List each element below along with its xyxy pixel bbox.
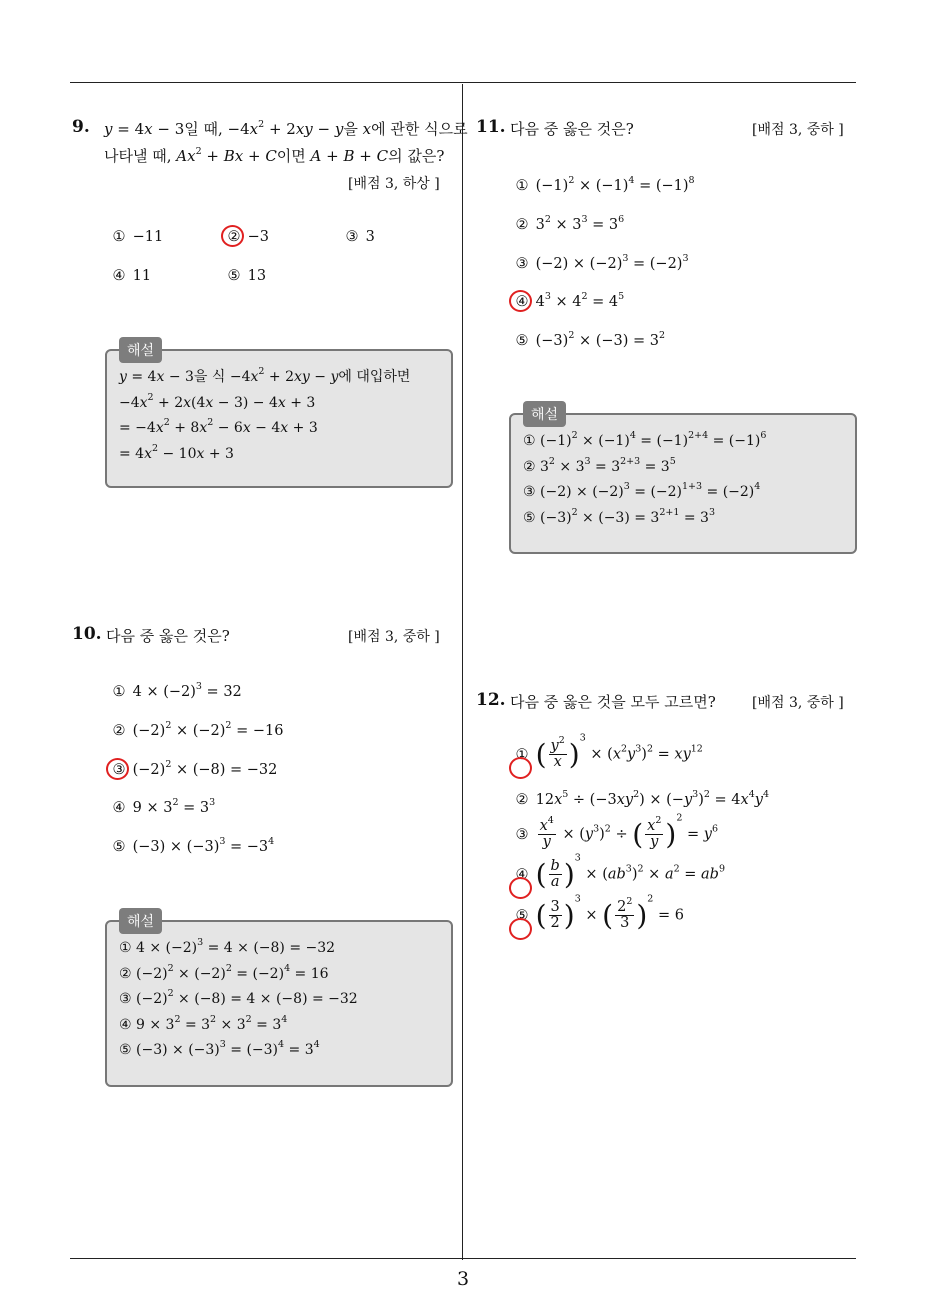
column-divider bbox=[462, 84, 463, 1260]
q10-solution-line: ① $4 \times (-2)^3 = 4 \times (-8) = -32$ bbox=[119, 937, 336, 956]
q10-solution-line: ⑤ $(-3) \times (-3)^3 = (-3)^4 = 3^4$ bbox=[119, 1039, 320, 1058]
q9-solution-line: = $4x^2 - 10x + 3$ bbox=[119, 442, 234, 462]
q11-number: 11. bbox=[476, 117, 506, 137]
q11-option-2[interactable]: ② $3^2 \times 3^3 = 3^6$ bbox=[515, 214, 625, 233]
q10-solution-line: ④ $9 \times 3^2 = 3^2 \times 3^2 = 3^4$ bbox=[119, 1013, 288, 1033]
q12-number: 12. bbox=[476, 690, 506, 710]
q9-solution-line: $-4x^2 + 2x(4x - 3) - 4x + 3$ bbox=[119, 391, 316, 411]
q10-option-5[interactable]: ⑤ $(-3) \times (-3)^3 = -3^4$ bbox=[112, 836, 275, 855]
q9-meta: [배점 3, 하상 ] bbox=[348, 176, 440, 192]
answer-circle-mark bbox=[509, 877, 532, 899]
q12-option-5[interactable]: ⑤ ( $\frac{3}{2}$ )$^3$ × ( $\frac{2^2}{3}$ )$^2$ = 6 bbox=[513, 899, 684, 932]
q10-option-2[interactable]: ② $(-2)^2 \times (-2)^2 = -16$ bbox=[112, 720, 284, 739]
q11-option-3[interactable]: ③ $(-2) \times (-2)^3 = (-2)^3$ bbox=[515, 253, 689, 272]
q11-solution-line: ① $(-1)^2 \times (-1)^4 = (-1)^{2+4} = (-1)^6$ bbox=[523, 430, 767, 449]
q12-text: 다음 중 옳은 것을 모두 고르면? bbox=[510, 693, 716, 711]
answer-circle-mark bbox=[509, 290, 532, 312]
q9-option-5[interactable]: ⑤ 13 bbox=[227, 268, 267, 284]
q9-option-3[interactable]: ③ 3 bbox=[345, 229, 375, 245]
q9-option-2[interactable]: ② −3 bbox=[225, 229, 269, 245]
q10-meta: [배점 3, 중하 ] bbox=[348, 629, 440, 645]
q11-option-5[interactable]: ⑤ $(-3)^2 \times (-3) = 3^2$ bbox=[515, 330, 666, 349]
q9-line1: y = 4x − 3일 때, $-4x^2 + 2xy - y$을 x에 관한 식으로 bbox=[104, 119, 468, 138]
q9-solution-line: y = 4x − 3을 식 $-4x^2 + 2xy - y$에 대입하면 bbox=[119, 366, 411, 385]
q9-solution-line: = $-4x^2 + 8x^2 - 6x - 4x + 3$ bbox=[119, 417, 318, 436]
q10-option-3[interactable]: ③ $(-2)^2 \times (-8) = -32$ bbox=[110, 762, 277, 778]
q10-solution-box bbox=[105, 914, 453, 1087]
q12-option-2[interactable]: ② $12x^5 \div (-3xy^2) \times (-y^3)^2 = 4x^4y^4$ bbox=[515, 789, 770, 808]
q11-solution-line: ③ $(-2) \times (-2)^3 = (-2)^{1+3} = (-2)^4$ bbox=[523, 481, 761, 500]
q9-number: 9. bbox=[72, 117, 90, 137]
q10-solution-line: ② $(-2)^2 \times (-2)^2 = (-2)^4 = 16$ bbox=[119, 962, 329, 982]
q10-number: 10. bbox=[72, 624, 102, 644]
solution-tag: 해설 bbox=[119, 337, 162, 363]
top-rule bbox=[70, 82, 856, 83]
q11-solution-line: ② $3^2 \times 3^3 = 3^{2+3} = 3^5$ bbox=[523, 455, 676, 475]
q11-solution-box bbox=[509, 407, 857, 554]
solution-tag: 해설 bbox=[119, 908, 162, 934]
answer-circle-mark bbox=[221, 225, 244, 247]
q10-solution-line: ③ $(-2)^2 \times (-8) = 4 \times (-8) = -32$ bbox=[119, 988, 358, 1007]
q9-option-4[interactable]: ④ 11 bbox=[112, 268, 152, 284]
q11-option-1[interactable]: ① $(-1)^2 \times (-1)^4 = (-1)^8$ bbox=[515, 175, 695, 194]
q11-text: 다음 중 옳은 것은? bbox=[510, 120, 634, 138]
q12-meta: [배점 3, 중하 ] bbox=[752, 695, 844, 711]
q9-line2: 나타낼 때, $Ax^2 + Bx + C$이면 A + B + C의 값은? bbox=[104, 146, 445, 165]
page-number: 3 bbox=[456, 1268, 470, 1290]
q12-option-1[interactable]: ① ( $\frac{y^2}{x}$ )$^3 \times (x^2y^3)^2 = xy^{12}$ bbox=[513, 738, 703, 771]
q11-meta: [배점 3, 중하 ] bbox=[752, 122, 844, 138]
q10-text: 다음 중 옳은 것은? bbox=[106, 627, 230, 645]
q12-option-4[interactable]: ④ ( $\frac{b}{a}$ )$^3 \times (ab^3)^2 \times a^2 = ab^9$ bbox=[513, 858, 725, 891]
q11-option-4[interactable]: ④ $4^3 \times 4^2 = 4^5$ bbox=[513, 294, 624, 310]
answer-circle-mark bbox=[509, 757, 532, 779]
q11-solution-line: ⑤ $(-3)^2 \times (-3) = 3^{2+1} = 3^3$ bbox=[523, 506, 715, 526]
q10-option-1[interactable]: ① $4 \times (-2)^3 = 32$ bbox=[112, 681, 242, 700]
q10-option-4[interactable]: ④ $9 \times 3^2 = 3^3$ bbox=[112, 797, 216, 816]
solution-tag: 해설 bbox=[523, 401, 566, 427]
answer-circle-mark bbox=[509, 918, 532, 940]
q9-option-1[interactable]: ① −11 bbox=[112, 229, 164, 245]
q12-option-3[interactable]: ③ $\frac{x^4}{y}$ × $(y^3)^2$ ÷ ( $\frac{x^2}{y}$ )$^2 = y^6$ bbox=[515, 812, 718, 851]
bottom-rule bbox=[70, 1258, 856, 1259]
q9-solution-box bbox=[105, 343, 453, 488]
answer-circle-mark bbox=[106, 758, 129, 780]
